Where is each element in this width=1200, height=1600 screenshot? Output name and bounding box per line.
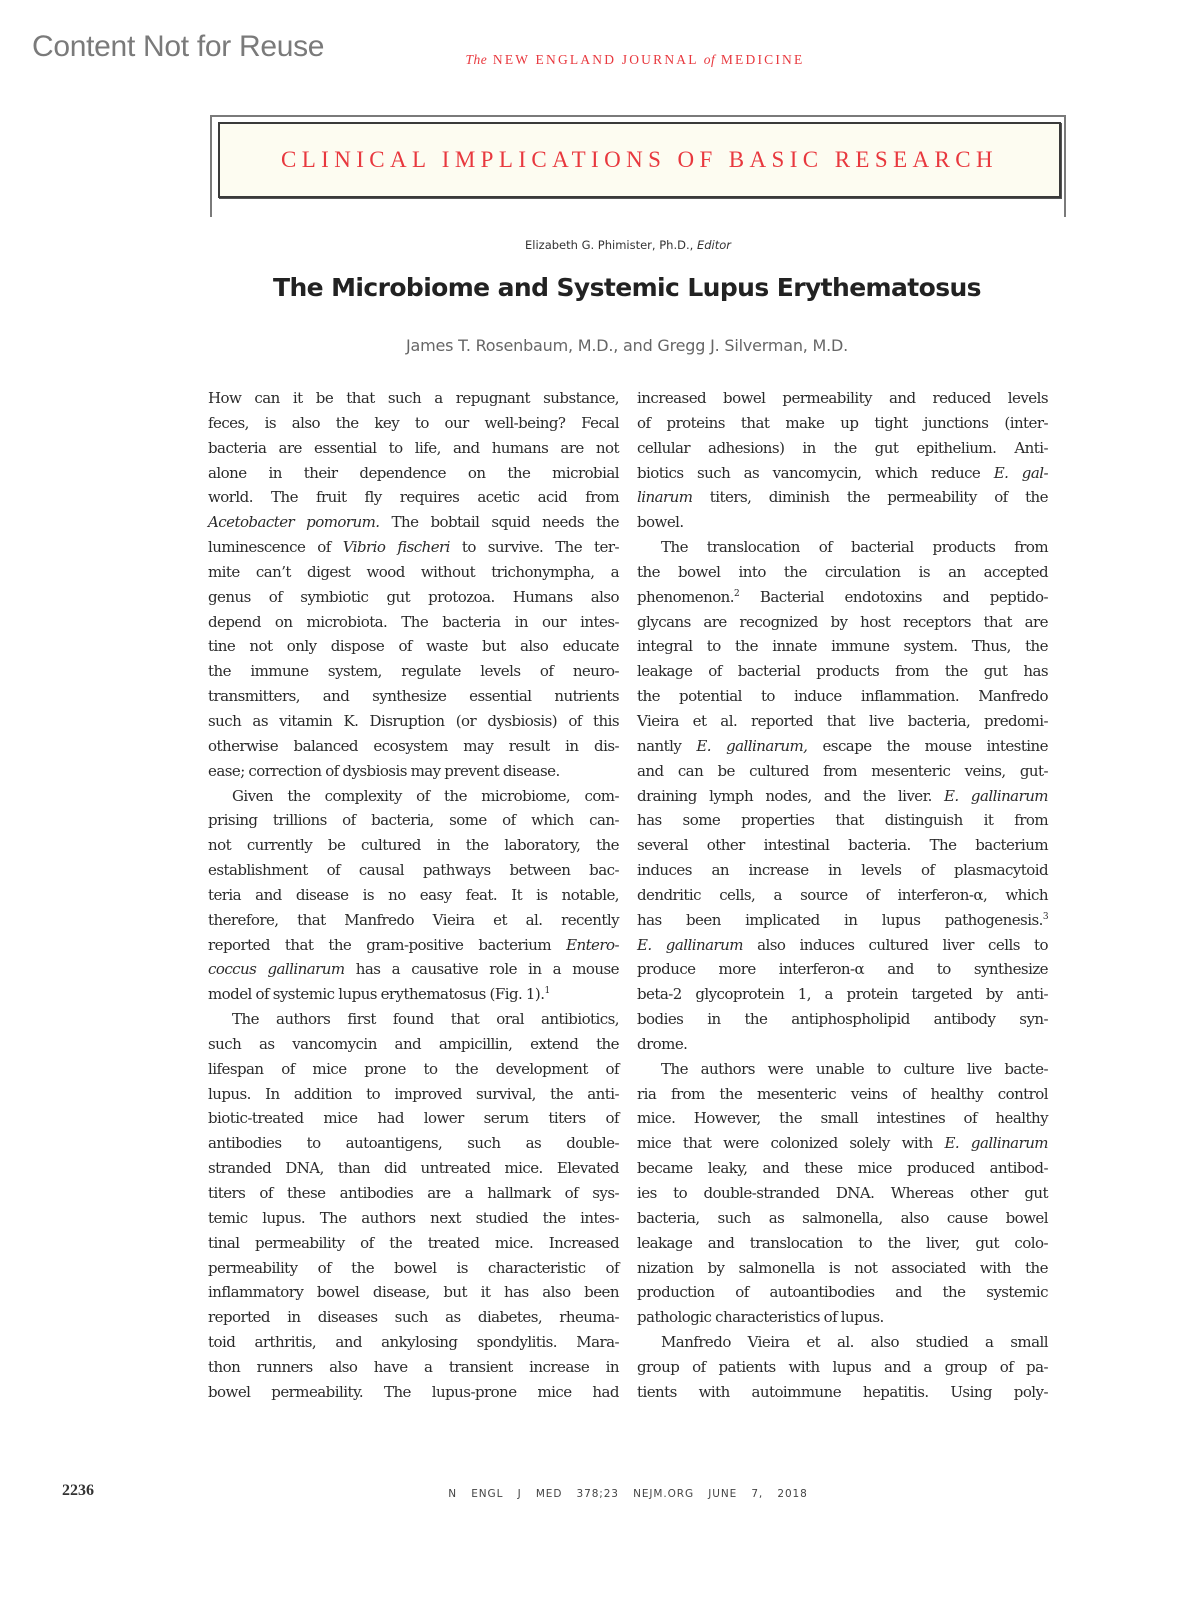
section-banner [218,122,1061,198]
text-segment: not currently be cultured in the laboratory, the [208,836,619,855]
text-segment: bowel. [637,513,684,532]
text-segment: Manfredo Vieira et al. also studied a small [661,1333,1048,1352]
text-line [637,1231,1048,1256]
text-line [637,411,1048,436]
text-segment: thon runners also have a transient increase in [208,1357,619,1376]
text-segment: prising trillions of bacteria, some of which can- [208,811,619,830]
text-segment: production of autoantibodies and the systemic [637,1283,1048,1302]
text-line [637,982,1048,1007]
text-line [208,833,619,858]
text-line [208,709,619,734]
text-segment: group of patients with lupus and a group of pa- [637,1357,1048,1376]
text-segment: integral to the innate immune system. Thus, the [637,637,1048,656]
text-line [637,1156,1048,1181]
text-line [208,535,619,560]
editor-name: Elizabeth G. Phimister, Ph.D., [525,238,694,252]
text-segment: the bowel into the circulation is an accepted [637,562,1048,581]
text-line [208,560,619,585]
text-segment: toid arthritis, and ankylosing spondylitis. Mara- [208,1333,619,1352]
text-line [208,1082,619,1107]
text-segment: alone in their dependence on the microbial [208,463,619,482]
text-line [637,1032,1048,1057]
editor-credit [0,238,1200,252]
text-line [208,883,619,908]
italic-term: E. gal- [993,463,1048,482]
text-segment: tinal permeability of the treated mice. Increased [208,1233,619,1252]
text-segment: permeability of the bowel is characteristic of [208,1258,619,1277]
text-segment: has some properties that distinguish it from [637,811,1048,830]
text-segment: draining lymph nodes, and the liver. [637,786,945,805]
text-segment: transmitters, and synthesize essential nutrients [208,687,619,706]
text-line [637,1082,1048,1107]
text-segment: therefore, that Manfredo Vieira et al. recently [208,910,619,929]
text-segment: model of systemic lupus erythematosus (Fig. 1). [208,985,545,1004]
italic-term: Entero- [566,935,619,954]
text-segment: leakage of bacterial products from the gut has [637,662,1048,681]
text-segment: feces, is also the key to our well-being? Fecal [208,413,619,432]
text-line [208,1330,619,1355]
text-segment: increased bowel permeability and reduced levels [637,389,1048,407]
text-segment: bowel permeability. The lupus-prone mice had [208,1382,619,1401]
watermark: Content Not for Reuse [32,30,325,63]
text-line [208,759,619,784]
text-line [637,1330,1048,1355]
text-line [208,1156,619,1181]
text-segment: leakage and translocation to the liver, gut colo- [637,1233,1048,1252]
text-segment: ease; correction of dysbiosis may prevent disease. [208,761,560,780]
text-line [208,1007,619,1032]
text-line [637,759,1048,784]
text-line [637,510,1048,535]
text-line [208,734,619,759]
text-line [208,1256,619,1281]
italic-term: Acetobacter pomorum. [208,513,380,532]
text-line [208,1231,619,1256]
text-line [637,386,1048,411]
text-segment: drome. [637,1034,688,1053]
italic-term: coccus gallinarum [208,960,345,979]
text-line [637,1355,1048,1380]
body-column-left [208,386,619,1405]
text-line [208,684,619,709]
text-line [637,784,1048,809]
text-line [208,957,619,982]
text-segment: reported that the gram-positive bacterium [208,935,567,954]
text-line [208,808,619,833]
text-segment: beta-2 glycoprotein 1, a protein targeted by anti- [637,985,1048,1004]
text-line [637,461,1048,486]
text-segment: escape the mouse intestine [807,736,1048,755]
text-line [637,1206,1048,1231]
text-line [637,1280,1048,1305]
text-segment: dendritic cells, a source of interferon-α, which [637,885,1048,904]
text-segment: lupus. In addition to improved survival, the anti- [208,1084,619,1103]
text-segment: induces an increase in levels of plasmacytoid [637,861,1048,880]
text-line [208,933,619,958]
text-segment: nization by salmonella is not associated with the [637,1258,1048,1277]
text-segment: the potential to induce inflammation. Manfredo [637,687,1048,706]
text-line [208,1380,619,1405]
text-line [637,1007,1048,1032]
text-segment: The bobtail squid needs the [379,513,619,532]
text-segment: The translocation of bacterial products from [661,538,1048,557]
text-segment: phenomenon. [637,587,735,606]
text-segment: and can be cultured from mesenteric veins, gut- [637,761,1048,780]
text-line [637,908,1048,933]
text-line [208,1355,619,1380]
text-line [208,386,619,411]
italic-term: Vibrio fischeri [342,538,450,557]
text-segment: produce more interferon-α and to synthesize [637,960,1048,979]
text-segment: The authors first found that oral antibiotics, [232,1010,619,1029]
text-line [637,734,1048,759]
reference-superscript: 3 [1042,911,1048,922]
text-segment: Vieira et al. reported that live bacteria, predomi- [637,711,1048,730]
editor-role: Editor [696,238,731,252]
text-segment: depend on microbiota. The bacteria in our intes- [208,612,619,631]
text-line [208,858,619,883]
text-segment: such as vitamin K. Disruption (or dysbiosis) of this [208,711,619,730]
text-segment: temic lupus. The authors next studied the intes- [208,1208,619,1227]
text-line [208,784,619,809]
text-segment: several other intestinal bacteria. The bacterium [637,836,1048,855]
italic-term: E. gallinarum [944,1134,1048,1153]
text-line [637,436,1048,461]
text-line [637,610,1048,635]
journal-header [0,52,1200,68]
text-line [637,560,1048,585]
text-line [637,684,1048,709]
text-segment: mice. However, the small intestines of healthy [637,1109,1048,1128]
text-line [637,485,1048,510]
text-line [637,1057,1048,1082]
text-line [208,461,619,486]
text-line [208,485,619,510]
text-segment: to survive. The ter- [449,538,619,557]
text-segment: tients with autoimmune hepatitis. Using poly- [637,1382,1048,1401]
text-segment: Given the complexity of the microbiome, com- [232,786,619,805]
text-segment: Bacterial endotoxins and peptido- [739,587,1048,606]
section-title: CLINICAL IMPLICATIONS OF BASIC RESEARCH [280,147,999,172]
text-line [637,1305,1048,1330]
text-line [637,858,1048,883]
text-segment: lifespan of mice prone to the development of [208,1059,619,1078]
text-segment: also induces cultured liver cells to [742,935,1048,954]
footer-citation: N ENGL J MED 378;23 NEJM.ORG JUNE 7, 2018 [448,1488,808,1500]
text-segment: biotics such as vancomycin, which reduce [637,463,994,482]
text-segment: has a causative role in a mouse [344,960,619,979]
text-segment: bodies in the antiphospholipid antibody syn- [637,1010,1048,1029]
text-line [637,709,1048,734]
text-line [637,957,1048,982]
text-line [637,883,1048,908]
text-segment: inflammatory bowel disease, but it has also been [208,1283,619,1302]
article-title: The Microbiome and Systemic Lupus Erythematosus [273,273,981,302]
text-line [208,610,619,635]
text-line [208,436,619,461]
text-segment: bacteria are essential to life, and humans are not [208,438,619,457]
text-line [637,1380,1048,1405]
text-segment: glycans are recognized by host receptors that are [637,612,1048,631]
text-line [637,1256,1048,1281]
text-line [208,659,619,684]
journal-header-part1: NEW ENGLAND JOURNAL [492,52,699,67]
text-line [637,808,1048,833]
text-segment: stranded DNA, than did untreated mice. Elevated [208,1159,619,1178]
text-segment: nantly [637,736,697,755]
text-line [208,585,619,610]
text-line [208,510,619,535]
italic-term: E. gallinarum [944,786,1048,805]
text-segment: otherwise balanced ecosystem may result in dis- [208,736,619,755]
text-segment: titers of these antibodies are a hallmark of sys- [208,1184,619,1202]
text-segment: mice that were colonized solely with [637,1134,945,1153]
text-segment: of proteins that make up tight junctions (inter- [637,413,1048,432]
text-segment: such as vancomycin and ampicillin, extend the [208,1034,619,1053]
text-segment: bacteria, such as salmonella, also cause bowel [637,1208,1048,1227]
text-line [208,1181,619,1206]
text-line [637,1181,1048,1206]
italic-term: E. gallinarum, [696,736,808,755]
text-segment: How can it be that such a repugnant substance, [208,389,619,407]
text-line [208,1032,619,1057]
text-segment: genus of symbiotic gut protozoa. Humans also [208,587,619,606]
text-segment: titers, diminish the permeability of the [692,488,1048,507]
text-line [208,1206,619,1231]
text-line [637,535,1048,560]
text-segment: luminescence of [208,538,343,557]
text-segment: pathologic characteristics of lupus. [637,1308,884,1327]
text-segment: reported in diseases such as diabetes, rheuma- [208,1308,619,1327]
text-segment: world. The fruit fly requires acetic acid from [208,488,619,507]
journal-header-of: of [703,52,716,67]
text-line [637,933,1048,958]
text-line [208,982,619,1007]
text-segment: The authors were unable to culture live bacte- [661,1059,1048,1078]
text-segment: cellular adhesions) in the gut epithelium. Anti- [637,438,1048,457]
text-line [208,1280,619,1305]
text-line [208,411,619,436]
journal-header-part2: MEDICINE [720,52,805,67]
italic-term: linarum [637,488,693,507]
page-number: 2236 [62,1482,94,1499]
text-segment: has been implicated in lupus pathogenesis. [637,910,1043,929]
text-segment: teria and disease is no easy feat. It is notable, [208,885,619,904]
text-line [637,634,1048,659]
text-line [208,1131,619,1156]
text-segment: biotic-treated mice had lower serum titers of [208,1109,619,1128]
text-line [637,659,1048,684]
text-segment: the immune system, regulate levels of neuro- [208,662,619,681]
text-segment: became leaky, and these mice produced antibod- [637,1159,1048,1178]
text-segment: antibodies to autoantigens, such as double- [208,1134,619,1153]
text-line [637,1131,1048,1156]
text-line [208,1106,619,1131]
text-segment: establishment of causal pathways between bac- [208,861,619,880]
text-line [208,1305,619,1330]
reference-superscript: 1 [544,986,550,997]
text-segment: tine not only dispose of waste but also educate [208,637,619,656]
journal-header-prefix: The [465,52,488,67]
text-line [637,585,1048,610]
text-line [637,1106,1048,1131]
text-segment: ies to double-stranded DNA. Whereas other gut [637,1184,1048,1202]
text-segment: mite can’t digest wood without trichonympha, a [208,562,619,581]
italic-term: E. gallinarum [637,935,743,954]
article-authors: James T. Rosenbaum, M.D., and Gregg J. Silverman, M.D. [405,336,849,355]
text-line [208,908,619,933]
text-line [208,1057,619,1082]
body-column-right [637,386,1048,1405]
reference-superscript: 2 [734,588,740,599]
text-line [637,833,1048,858]
text-segment: ria from the mesenteric veins of healthy control [637,1084,1048,1103]
text-line [208,634,619,659]
